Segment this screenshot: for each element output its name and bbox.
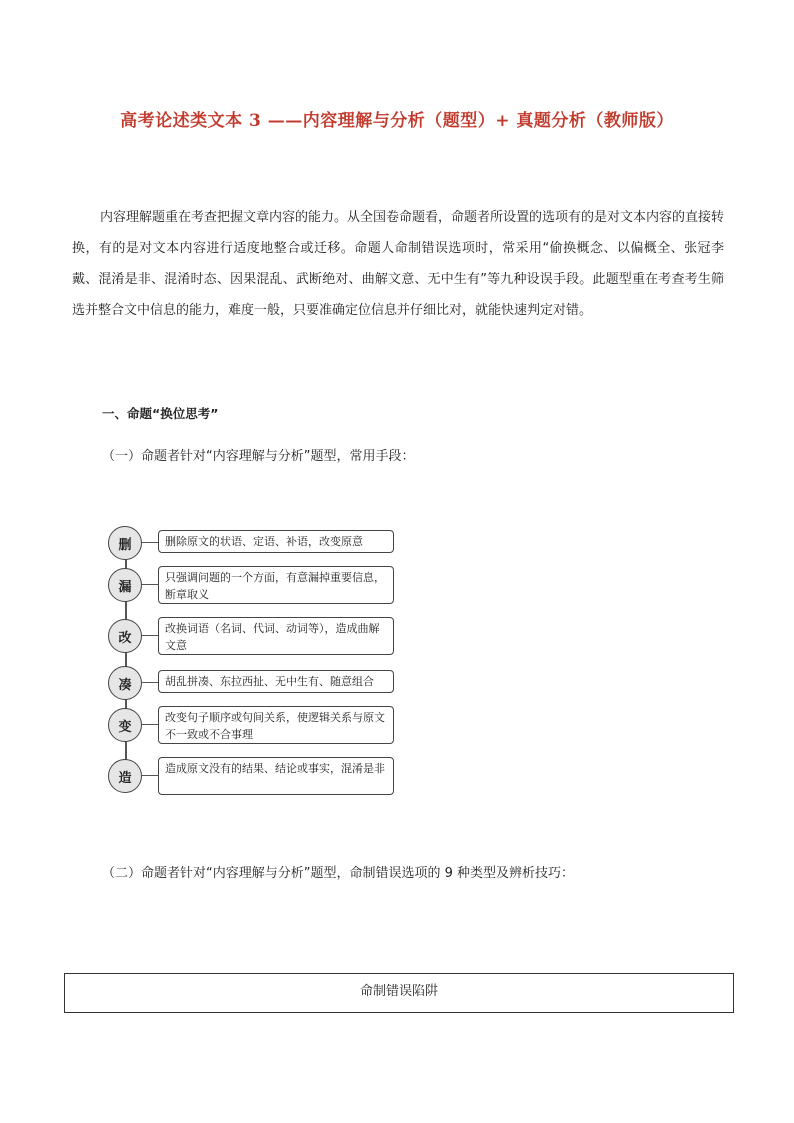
methods-diagram — [108, 526, 398, 798]
diagram-connector — [142, 775, 158, 776]
diagram-key-delete: 删 — [108, 526, 142, 560]
diagram-connector — [142, 724, 158, 725]
diagram-connector — [142, 584, 158, 585]
diagram-key-change: 改 — [108, 619, 142, 653]
page-title: 高考论述类文本 3 ——内容理解与分析（题型）+ 真题分析（教师版） — [120, 111, 674, 131]
diagram-text-piece: 胡乱拼凑、东拉西扯、无中生有、随意组合 — [158, 670, 394, 693]
diagram-key-fabricate: 造 — [108, 759, 142, 793]
diagram-key-alter: 变 — [108, 708, 142, 742]
subsection-heading-2: （二）命题者针对“内容理解与分析”题型，命制错误选项的 9 种类型及辨析技巧： — [102, 866, 575, 881]
diagram-text-alter: 改变句子顺序或句间关系，使逻辑关系与原文不一致或不合事理 — [158, 706, 394, 744]
intro-paragraph: 内容理解题重在考查把握文章内容的能力。从全国卷命题看，命题者所设置的选项有的是对文本内容的直接转换，有的是对文本内容进行适度地整合或迁移。命题人命制错误选项时，常采用“偷换概念、以偏概全、张冠李戴、混淆是非、混淆时态、因果混乱、武断绝对、曲解文意、无中生有”等九种设误手段。此题型重在考查考生筛选并整合文中信息的能力，难度一般，只要准确定位信息并仔细比对，就能快速判定对错。 — [72, 210, 725, 318]
subsection-heading-1: （一）命题者针对“内容理解与分析”题型，常用手段： — [102, 449, 415, 464]
diagram-connector — [142, 682, 158, 683]
diagram-text-fabricate: 造成原文没有的结果、结论或事实，混淆是非 — [158, 757, 394, 795]
diagram-text-omit: 只强调问题的一个方面，有意漏掉重要信息，断章取义 — [158, 566, 394, 604]
traps-table — [64, 973, 734, 1013]
diagram-key-piece: 凑 — [108, 666, 142, 700]
diagram-connector — [142, 542, 158, 543]
diagram-key-omit: 漏 — [108, 568, 142, 602]
table-header-cell: 命制错误陷阱 — [359, 984, 438, 999]
diagram-connector — [142, 635, 158, 636]
section-heading: 一、命题“换位思考” — [102, 406, 219, 421]
diagram-text-change: 改换词语（名词、代词、动词等），造成曲解文意 — [158, 617, 394, 655]
diagram-text-delete: 删除原文的状语、定语、补语，改变原意 — [158, 530, 394, 553]
